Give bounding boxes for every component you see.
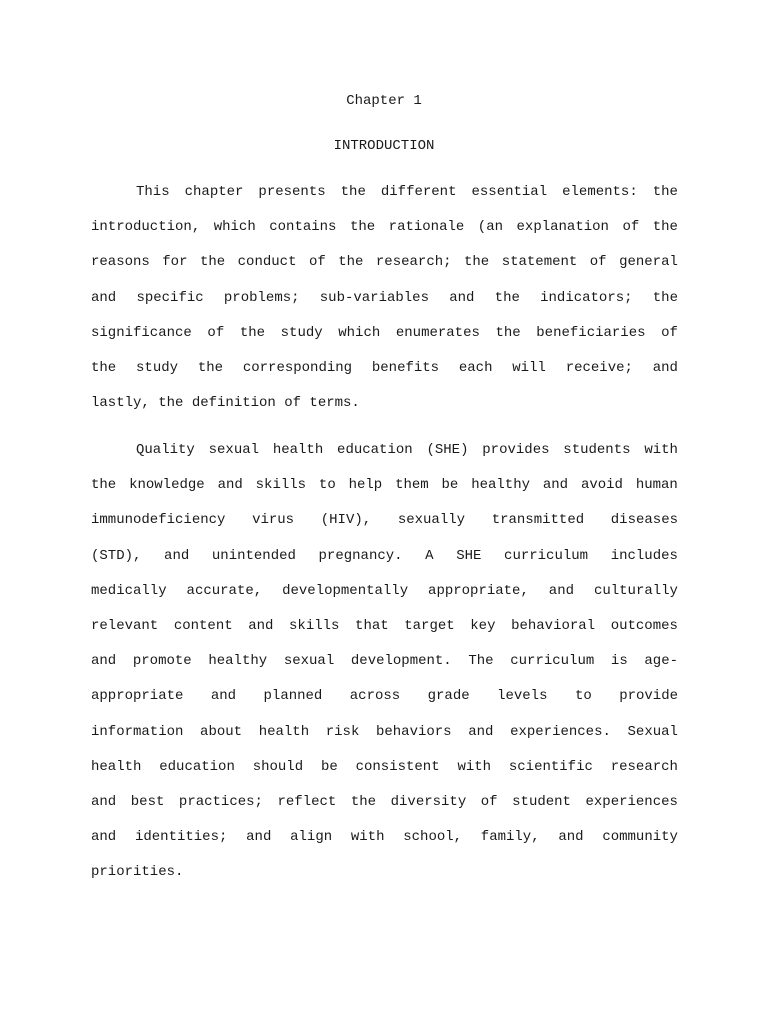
- word: research: [610, 758, 678, 775]
- word: appropriate,: [428, 582, 529, 599]
- word: avoid: [580, 477, 623, 494]
- word: priorities.: [91, 864, 184, 881]
- word: conduct: [237, 254, 297, 271]
- paragraph-line: [91, 614, 678, 649]
- word: should: [252, 758, 304, 775]
- word: enumerates: [395, 324, 480, 341]
- word: planned: [263, 688, 323, 705]
- word: the: [91, 359, 117, 376]
- paragraph-line: [91, 250, 678, 285]
- word: healthy: [471, 477, 531, 494]
- word: contains: [269, 219, 337, 236]
- paragraph-line: [91, 755, 678, 790]
- word: relevant: [91, 617, 159, 634]
- word: of: [207, 324, 225, 341]
- word: rationale: [388, 219, 465, 236]
- word: student: [512, 793, 571, 810]
- word: help: [348, 477, 383, 494]
- word: levels: [497, 688, 548, 705]
- word: This: [136, 184, 170, 200]
- word: best: [130, 793, 165, 810]
- word: the: [652, 219, 678, 236]
- word: with: [457, 758, 492, 775]
- word: elements:: [562, 184, 638, 200]
- word: study: [280, 324, 323, 341]
- word: education: [159, 758, 235, 775]
- word: includes: [610, 547, 678, 564]
- word: to: [318, 477, 336, 494]
- word: the: [340, 184, 366, 200]
- word: essential: [471, 184, 548, 200]
- word: presents: [258, 184, 326, 200]
- word: with: [350, 829, 385, 846]
- section-heading: INTRODUCTION: [333, 138, 435, 154]
- word: to: [574, 688, 592, 705]
- word: health: [258, 723, 310, 740]
- word: and: [210, 688, 237, 705]
- word: the: [464, 254, 490, 271]
- paragraph-line: [91, 790, 678, 825]
- paragraph-line: [91, 825, 678, 860]
- word: of: [480, 793, 498, 810]
- word: transmitted: [491, 512, 585, 529]
- word: diversity: [390, 793, 467, 810]
- word: and: [248, 617, 274, 634]
- word: the: [494, 289, 520, 306]
- word: target: [404, 617, 455, 634]
- word: problems;: [223, 289, 300, 306]
- word: scientific: [508, 758, 593, 775]
- word: of: [661, 324, 678, 341]
- paragraph-she: [91, 438, 678, 895]
- paragraph-line: [91, 544, 678, 579]
- word: corresponding: [242, 359, 353, 376]
- word: which: [213, 219, 256, 236]
- word: (SHE): [426, 442, 469, 458]
- word: health: [272, 442, 324, 458]
- word: curriculum: [510, 653, 595, 670]
- word: (HIV),: [320, 512, 372, 529]
- word: outcomes: [610, 617, 678, 634]
- word: be: [320, 758, 338, 775]
- word: them: [395, 477, 429, 494]
- word: information: [91, 723, 184, 740]
- word: general: [619, 254, 678, 271]
- word: of: [308, 254, 326, 271]
- word: experiences: [585, 793, 678, 810]
- word: reflect: [277, 793, 337, 810]
- word: research;: [375, 254, 452, 271]
- word: health: [91, 758, 142, 775]
- paragraph-line: [91, 579, 678, 614]
- word: education: [337, 442, 413, 458]
- word: across: [349, 688, 401, 705]
- word: experiences.: [510, 723, 611, 740]
- word: Quality: [136, 442, 195, 458]
- word: the: [91, 477, 117, 494]
- word: benefits: [371, 359, 440, 376]
- paragraph-rationale: [91, 180, 678, 426]
- word: consistent: [355, 758, 440, 775]
- word: school,: [403, 829, 463, 846]
- word: of: [284, 395, 302, 412]
- word: indicators;: [540, 289, 633, 306]
- word: statement: [501, 254, 578, 271]
- word: behavioral: [511, 617, 596, 634]
- word: key: [470, 617, 496, 634]
- paragraph-line: [91, 649, 678, 684]
- chapter-label: Chapter 1: [346, 93, 422, 109]
- word: and: [652, 359, 678, 376]
- paragraph-line: [91, 356, 678, 391]
- word: which: [338, 324, 381, 341]
- word: explanation: [516, 219, 609, 236]
- paragraph-line: [91, 684, 678, 719]
- word: and: [91, 829, 117, 846]
- word: the: [349, 219, 376, 236]
- word: the: [158, 395, 184, 412]
- word: age-: [644, 653, 678, 670]
- word: specific: [136, 289, 204, 306]
- word: The: [468, 653, 494, 670]
- word: the: [652, 184, 678, 200]
- word: A: [425, 547, 434, 564]
- word: immunodeficiency: [91, 512, 226, 529]
- word: promote: [132, 653, 192, 670]
- word: that: [355, 617, 389, 634]
- word: align: [290, 829, 333, 846]
- word: risk: [325, 723, 360, 740]
- word: knowledge: [129, 477, 205, 494]
- word: the: [197, 359, 224, 376]
- word: and: [217, 477, 243, 494]
- word: sexually: [397, 512, 466, 529]
- word: medically: [91, 582, 167, 599]
- word: terms.: [309, 395, 360, 412]
- word: study: [136, 359, 179, 376]
- word: different: [380, 184, 457, 200]
- word: SHE: [456, 547, 482, 564]
- paragraph-line: [91, 180, 678, 215]
- word: the: [495, 324, 521, 341]
- paragraph-line: [91, 438, 678, 473]
- word: and: [91, 793, 117, 810]
- word: definition: [191, 395, 276, 412]
- word: skills: [255, 477, 307, 494]
- word: curriculum: [504, 547, 589, 564]
- word: reasons: [91, 254, 150, 271]
- word: the: [350, 793, 377, 810]
- word: sub-variables: [319, 289, 429, 306]
- word: beneficiaries: [536, 324, 646, 341]
- word: and: [246, 829, 272, 846]
- word: the: [338, 254, 364, 271]
- word: and: [91, 653, 117, 670]
- word: (an: [477, 219, 504, 236]
- word: developmentally: [282, 582, 409, 599]
- word: receive;: [565, 359, 633, 376]
- word: skills: [289, 617, 340, 634]
- paragraph-line: [91, 473, 678, 508]
- word: of: [589, 254, 607, 271]
- paragraph-line: [91, 215, 678, 250]
- word: introduction,: [91, 219, 201, 236]
- word: be: [441, 477, 459, 494]
- word: unintended: [211, 547, 296, 564]
- word: lastly,: [91, 395, 150, 412]
- word: each: [458, 359, 493, 376]
- word: is: [610, 653, 628, 670]
- word: and: [542, 477, 569, 494]
- paragraph-line: [91, 720, 678, 755]
- word: and: [558, 829, 584, 846]
- word: the: [239, 324, 266, 341]
- word: diseases: [610, 512, 678, 529]
- word: grade: [427, 688, 470, 705]
- word: sexual: [208, 442, 260, 458]
- word: development.: [350, 653, 452, 670]
- word: sexual: [283, 653, 335, 670]
- word: identities;: [134, 829, 228, 846]
- word: Sexual: [627, 723, 678, 740]
- word: and: [548, 582, 575, 599]
- word: human: [635, 477, 678, 494]
- word: family,: [480, 829, 540, 846]
- word: significance: [91, 324, 192, 341]
- word: of: [622, 219, 640, 236]
- word: and: [449, 289, 475, 306]
- paragraph-line: [91, 508, 678, 543]
- word: culturally: [593, 582, 678, 599]
- word: and: [91, 289, 117, 306]
- word: appropriate: [91, 688, 184, 705]
- word: healthy: [208, 653, 268, 670]
- paragraph-line: [91, 860, 678, 895]
- word: for: [162, 254, 188, 271]
- word: community: [602, 829, 678, 846]
- word: accurate,: [186, 582, 263, 599]
- word: with: [644, 442, 678, 458]
- word: students: [563, 442, 631, 458]
- word: practices;: [178, 793, 263, 810]
- word: and: [468, 723, 494, 740]
- paragraph-line: [91, 321, 678, 356]
- word: behaviors: [375, 723, 452, 740]
- word: content: [173, 617, 233, 634]
- word: will: [512, 359, 546, 376]
- word: and: [164, 547, 190, 564]
- word: provides: [482, 442, 550, 458]
- word: the: [652, 289, 678, 306]
- word: pregnancy.: [318, 547, 403, 564]
- word: the: [199, 254, 226, 271]
- word: chapter: [184, 184, 244, 200]
- word: virus: [252, 512, 295, 529]
- word: provide: [619, 688, 678, 705]
- paragraph-line: [91, 286, 678, 321]
- paragraph-line: [91, 391, 678, 426]
- word: about: [200, 723, 243, 740]
- word: (STD),: [91, 547, 142, 564]
